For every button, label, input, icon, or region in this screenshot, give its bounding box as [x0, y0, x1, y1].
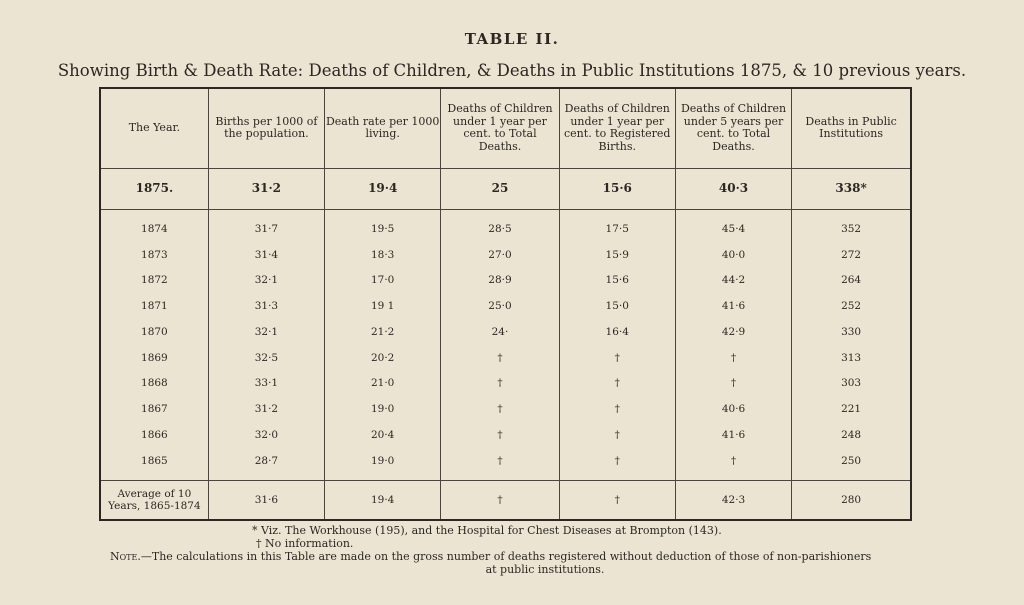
average-row: [100, 480, 911, 520]
value-cell: 338*: [792, 168, 911, 209]
value-cell: 32·1: [208, 268, 324, 294]
table-row: [100, 268, 911, 294]
value-cell: 352: [792, 210, 911, 242]
value-cell: †: [441, 448, 559, 480]
year-cell: 1868: [141, 377, 168, 390]
year-cell: 1871: [141, 300, 168, 313]
value-cell: Death rate per 1000 living.: [325, 88, 441, 168]
value-cell: 330: [792, 319, 911, 345]
page-title: TABLE II.: [464, 30, 560, 48]
note-text-continued: at public institutions.: [485, 563, 605, 576]
year-cell: 1867: [141, 403, 168, 416]
value-cell: Deaths in Public Institutions: [792, 88, 911, 168]
value-cell: 32·5: [208, 345, 324, 371]
value-cell: 31·4: [208, 242, 324, 268]
value-cell: 221: [792, 396, 911, 422]
value-cell: †: [675, 345, 791, 371]
year-cell: 1869: [141, 351, 168, 364]
table-row: [100, 210, 911, 242]
table-row: [100, 371, 911, 397]
table-row: [100, 293, 911, 319]
value-cell: 32·0: [208, 422, 324, 448]
value-cell: 42·9: [675, 319, 791, 345]
value-cell: 27·0: [441, 242, 559, 268]
year-cell: 1866: [141, 428, 168, 441]
value-cell: †: [441, 371, 559, 397]
year-cell: 1873: [141, 248, 168, 261]
value-cell: †: [675, 371, 791, 397]
value-cell: 19 1: [325, 293, 441, 319]
value-cell: 15·9: [559, 242, 675, 268]
value-cell: 33·1: [208, 371, 324, 397]
value-cell: 42·3: [675, 480, 791, 520]
value-cell: 40·0: [675, 242, 791, 268]
value-cell: 303: [792, 371, 911, 397]
value-cell: 21·2: [325, 319, 441, 345]
page-subtitle: Showing Birth & Death Rate: Deaths of Children, & Deaths in Public Institutions 1875, & 10 previous years.: [57, 61, 967, 80]
year-cell: 1870: [141, 325, 168, 338]
value-cell: †: [559, 371, 675, 397]
value-cell: †: [441, 396, 559, 422]
value-cell: 313: [792, 345, 911, 371]
value-cell: 24·: [441, 319, 559, 345]
value-cell: 31·7: [208, 210, 324, 242]
value-cell: 31·2: [208, 396, 324, 422]
value-cell: 31·3: [208, 293, 324, 319]
value-cell: †: [559, 345, 675, 371]
value-cell: 40·6: [675, 396, 791, 422]
footnote-asterisk: * Viz. The Workhouse (195), and the Hospital for Chest Diseases at Brompton (143).: [252, 524, 722, 537]
value-cell: 19·0: [325, 396, 441, 422]
value-cell: 20·2: [325, 345, 441, 371]
year-cell: 1872: [141, 274, 168, 287]
value-cell: 16·4: [559, 319, 675, 345]
year-cell: 1865: [141, 454, 168, 467]
value-cell: 28·5: [441, 210, 559, 242]
value-cell: 41·6: [675, 293, 791, 319]
value-cell: †: [559, 448, 675, 480]
value-cell: †: [441, 422, 559, 448]
value-cell: 41·6: [675, 422, 791, 448]
value-cell: 28·9: [441, 268, 559, 294]
value-cell: 31·6: [208, 480, 324, 520]
value-cell: 250: [792, 448, 911, 480]
value-cell: 40·3: [675, 168, 791, 209]
value-cell: 19·5: [325, 210, 441, 242]
value-cell: 31·2: [208, 168, 324, 209]
value-cell: 25·0: [441, 293, 559, 319]
table-row: [100, 396, 911, 422]
value-cell: 25: [441, 168, 559, 209]
value-cell: 248: [792, 422, 911, 448]
current-year-row: [100, 168, 911, 209]
year-cell: Average of 10 Years, 1865-1874: [108, 487, 201, 512]
value-cell: 15·0: [559, 293, 675, 319]
year-cell: 1875.: [135, 181, 174, 196]
value-cell: 272: [792, 242, 911, 268]
value-cell: 32·1: [208, 319, 324, 345]
value-cell: 264: [792, 268, 911, 294]
value-cell: 45·4: [675, 210, 791, 242]
value-cell: 20·4: [325, 422, 441, 448]
value-cell: 19·4: [325, 480, 441, 520]
value-cell: †: [675, 448, 791, 480]
value-cell: 21·0: [325, 371, 441, 397]
header-row: [100, 88, 911, 168]
value-cell: †: [559, 422, 675, 448]
value-cell: 18·3: [325, 242, 441, 268]
note-text: —The calculations in this Table are made on the gross number of deaths registered without deduction of those of non-parishioners: [140, 550, 872, 563]
value-cell: Deaths of Children under 5 years per cent. to Total Deaths.: [675, 88, 791, 168]
value-cell: †: [559, 480, 675, 520]
value-cell: 15·6: [559, 268, 675, 294]
value-cell: 15·6: [559, 168, 675, 209]
year-cell: 1874: [141, 222, 168, 235]
note-label: Note.: [110, 550, 141, 563]
table-row: [100, 319, 911, 345]
value-cell: 17·0: [325, 268, 441, 294]
value-cell: Births per 1000 of the population.: [208, 88, 324, 168]
value-cell: 19·4: [325, 168, 441, 209]
value-cell: Deaths of Children under 1 year per cent. to Registered Births.: [559, 88, 675, 168]
value-cell: 252: [792, 293, 911, 319]
value-cell: 17·5: [559, 210, 675, 242]
value-cell: †: [559, 396, 675, 422]
table-row: [100, 422, 911, 448]
value-cell: 28·7: [208, 448, 324, 480]
value-cell: 280: [792, 480, 911, 520]
statistics-table: [99, 87, 912, 521]
year-cell: The Year.: [128, 121, 181, 135]
value-cell: 44·2: [675, 268, 791, 294]
value-cell: Deaths of Children under 1 year per cent. to Total Deaths.: [441, 88, 559, 168]
value-cell: 19·0: [325, 448, 441, 480]
table-row: [100, 242, 911, 268]
value-cell: †: [441, 345, 559, 371]
footnote-dagger: † No information.: [256, 537, 354, 550]
table-note: [110, 550, 950, 576]
table-row: [100, 345, 911, 371]
value-cell: †: [441, 480, 559, 520]
table-row: [100, 448, 911, 480]
